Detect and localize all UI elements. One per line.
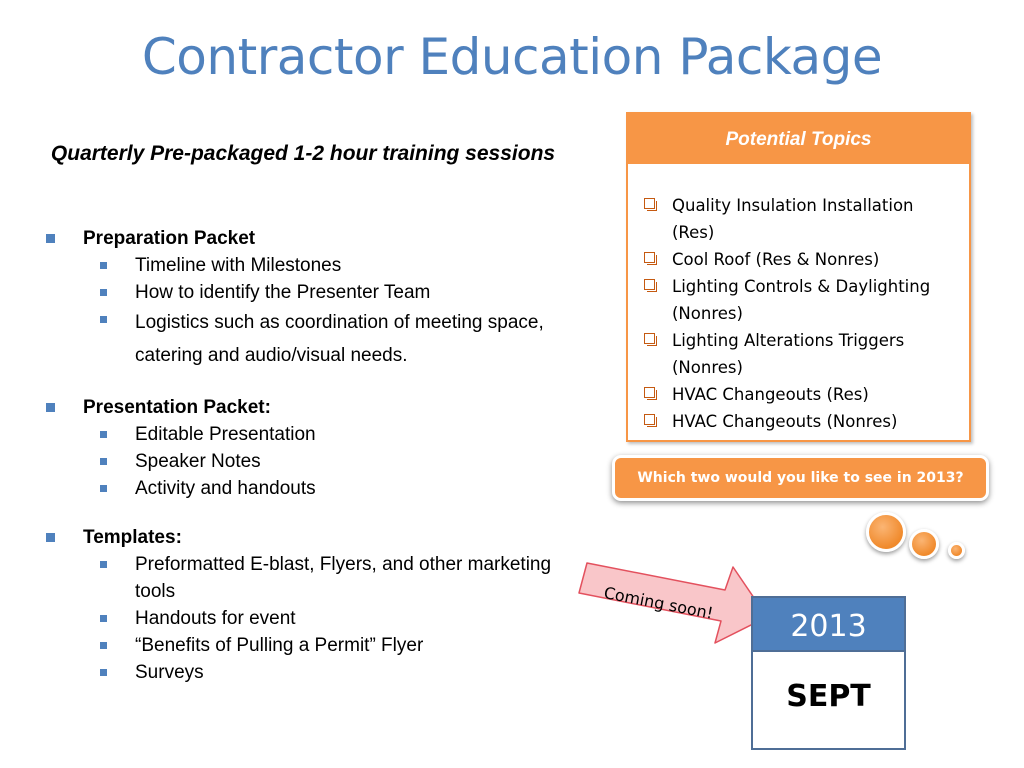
list-item: Editable Presentation (40, 421, 560, 448)
coming-soon-label: Coming soon! (602, 583, 715, 623)
subtitle: Quarterly Pre-packaged 1-2 hour training sessions (50, 142, 556, 165)
list-item: Speaker Notes (40, 448, 560, 475)
section-heading: Presentation Packet: (40, 394, 560, 421)
list-item: Surveys (40, 659, 560, 686)
thought-bubble: Which two would you like to see in 2013? (612, 455, 989, 501)
section-presentation-packet (40, 394, 560, 502)
checkbox-icon (644, 279, 655, 290)
section-heading: Preparation Packet (40, 225, 560, 252)
checkbox-icon (644, 252, 655, 263)
list-item: Activity and handouts (40, 475, 560, 502)
topic-label: HVAC Changeouts (Nonres) (672, 412, 898, 431)
topic-label: Quality Insulation Installation (Res) (672, 196, 914, 242)
calendar-year: 2013 (753, 598, 904, 652)
list-item: Timeline with Milestones (40, 252, 560, 279)
topic-item (642, 327, 959, 381)
topic-item (642, 273, 959, 327)
thought-dot-medium (909, 529, 939, 559)
list-item: Logistics such as coordination of meeting space, catering and audio/visual needs. (40, 306, 560, 372)
list-item: Preformatted E-blast, Flyers, and other marketing tools (40, 551, 560, 605)
topic-item (642, 381, 959, 408)
checkbox-icon (644, 333, 655, 344)
checkbox-icon (644, 198, 655, 209)
list-item: How to identify the Presenter Team (40, 279, 560, 306)
topic-item (642, 192, 959, 246)
page-title: Contractor Education Package (141, 28, 883, 86)
topic-label: HVAC Changeouts (Res) (672, 385, 869, 404)
list-item: “Benefits of Pulling a Permit” Flyer (40, 632, 560, 659)
topic-label: Lighting Controls & Daylighting (Nonres) (672, 277, 931, 323)
calendar-icon (751, 596, 906, 750)
thought-dot-small (948, 542, 965, 559)
topic-item (642, 408, 959, 435)
section-heading: Templates: (40, 524, 560, 551)
section-templates (40, 524, 560, 686)
topics-heading: Potential Topics (628, 114, 969, 164)
checkbox-icon (644, 414, 655, 425)
thought-dot-large (866, 512, 906, 552)
checkbox-icon (644, 387, 655, 398)
section-preparation-packet (40, 225, 560, 372)
calendar-month: SEPT (786, 679, 871, 714)
list-item: Handouts for event (40, 605, 560, 632)
bullet-list (40, 225, 560, 708)
topics-list (628, 164, 969, 435)
topic-label: Lighting Alterations Triggers (Nonres) (672, 331, 905, 377)
potential-topics-box (626, 112, 971, 442)
topic-label: Cool Roof (Res & Nonres) (672, 250, 880, 269)
topic-item (642, 246, 959, 273)
